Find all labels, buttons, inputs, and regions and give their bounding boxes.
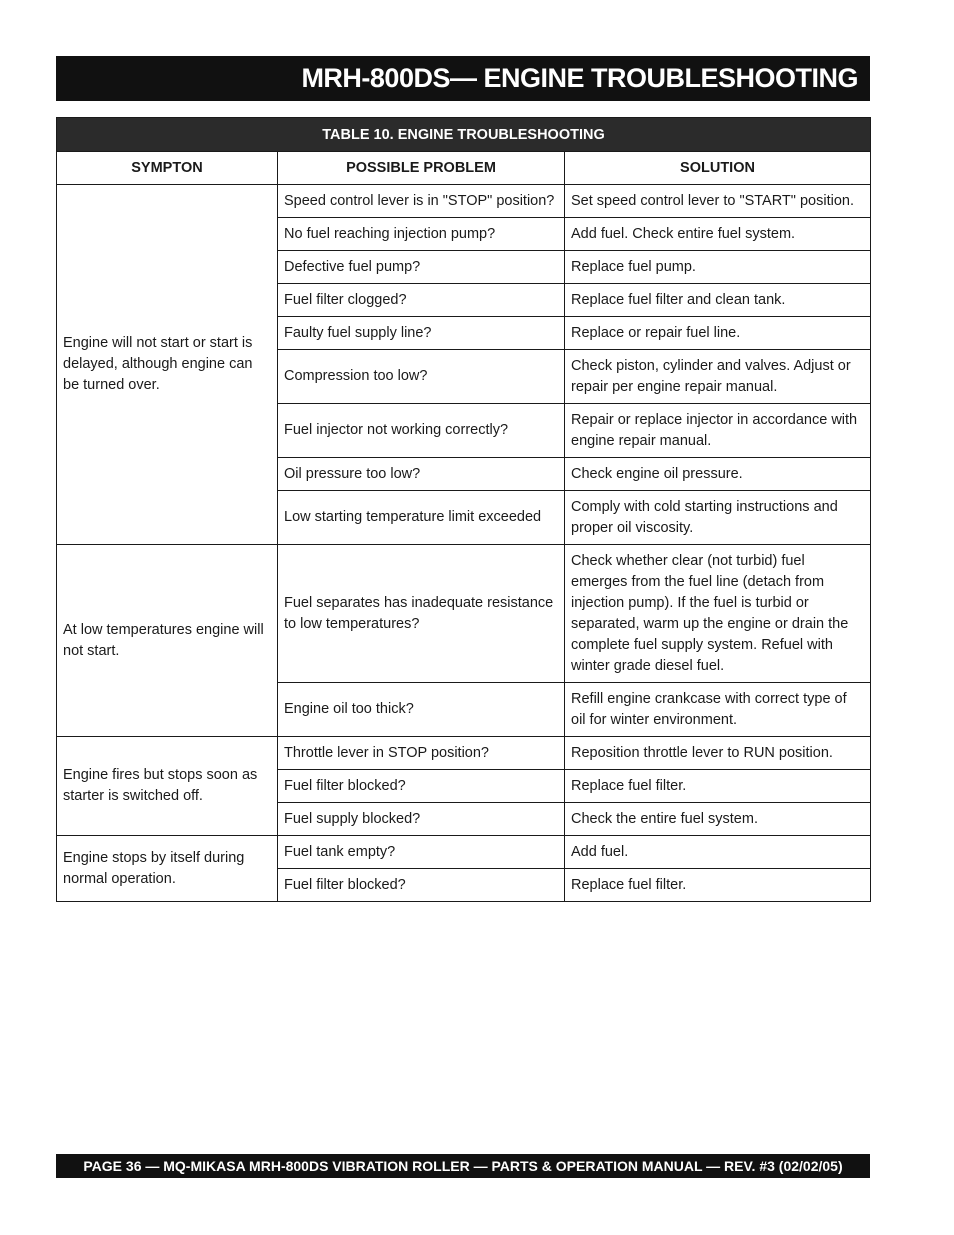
solution-cell: Check piston, cylinder and valves. Adjust or repair per engine repair manual. xyxy=(565,350,871,404)
column-header-problem: POSSIBLE PROBLEM xyxy=(278,152,565,185)
problem-cell: Fuel separates has inadequate resistance to low temperatures? xyxy=(278,545,565,683)
solution-cell: Replace fuel filter and clean tank. xyxy=(565,284,871,317)
problem-cell: Faulty fuel supply line? xyxy=(278,317,565,350)
symptom-cell: Engine stops by itself during normal operation. xyxy=(57,836,278,902)
table-caption: TABLE 10. ENGINE TROUBLESHOOTING xyxy=(57,118,871,152)
solution-cell: Add fuel. Check entire fuel system. xyxy=(565,218,871,251)
problem-cell: Fuel tank empty? xyxy=(278,836,565,869)
problem-cell: Throttle lever in STOP position? xyxy=(278,737,565,770)
solution-cell: Replace fuel pump. xyxy=(565,251,871,284)
solution-cell: Comply with cold starting instructions and proper oil viscosity. xyxy=(565,491,871,545)
problem-cell: Defective fuel pump? xyxy=(278,251,565,284)
symptom-cell: Engine fires but stops soon as starter is switched off. xyxy=(57,737,278,836)
table-caption-row xyxy=(57,118,871,152)
solution-cell: Check engine oil pressure. xyxy=(565,458,871,491)
column-header-symptom: SYMPTON xyxy=(57,152,278,185)
troubleshooting-table xyxy=(56,117,871,902)
solution-cell: Reposition throttle lever to RUN position. xyxy=(565,737,871,770)
problem-cell: No fuel reaching injection pump? xyxy=(278,218,565,251)
table-row xyxy=(57,737,871,770)
problem-cell: Compression too low? xyxy=(278,350,565,404)
solution-cell: Replace fuel filter. xyxy=(565,770,871,803)
table-row xyxy=(57,185,871,218)
symptom-cell: At low temperatures engine will not start. xyxy=(57,545,278,737)
problem-cell: Speed control lever is in "STOP" position? xyxy=(278,185,565,218)
solution-cell: Check whether clear (not turbid) fuel emerges from the fuel line (detach from injection pump). If the fuel is turbid or separated, warm up the engine or drain the complete fuel supply system. Refuel with winter grade diesel fuel. xyxy=(565,545,871,683)
solution-cell: Replace or repair fuel line. xyxy=(565,317,871,350)
table-row xyxy=(57,836,871,869)
symptom-cell: Engine will not start or start is delayed, although engine can be turned over. xyxy=(57,185,278,545)
column-header-row xyxy=(57,152,871,185)
problem-cell: Oil pressure too low? xyxy=(278,458,565,491)
solution-cell: Set speed control lever to "START" position. xyxy=(565,185,871,218)
solution-cell: Refill engine crankcase with correct type of oil for winter environment. xyxy=(565,683,871,737)
table-row xyxy=(57,545,871,683)
problem-cell: Low starting temperature limit exceeded xyxy=(278,491,565,545)
problem-cell: Fuel filter blocked? xyxy=(278,869,565,902)
problem-cell: Fuel supply blocked? xyxy=(278,803,565,836)
solution-cell: Check the entire fuel system. xyxy=(565,803,871,836)
solution-cell: Add fuel. xyxy=(565,836,871,869)
page-title: MRH-800DS— ENGINE TROUBLESHOOTING xyxy=(56,56,870,101)
solution-cell: Replace fuel filter. xyxy=(565,869,871,902)
problem-cell: Fuel filter clogged? xyxy=(278,284,565,317)
problem-cell: Fuel injector not working correctly? xyxy=(278,404,565,458)
column-header-solution: SOLUTION xyxy=(565,152,871,185)
solution-cell: Repair or replace injector in accordance with engine repair manual. xyxy=(565,404,871,458)
page-footer: PAGE 36 — MQ-MIKASA MRH-800DS VIBRATION ROLLER — PARTS & OPERATION MANUAL — REV. #3 (02/02/05) xyxy=(56,1154,870,1178)
problem-cell: Fuel filter blocked? xyxy=(278,770,565,803)
problem-cell: Engine oil too thick? xyxy=(278,683,565,737)
